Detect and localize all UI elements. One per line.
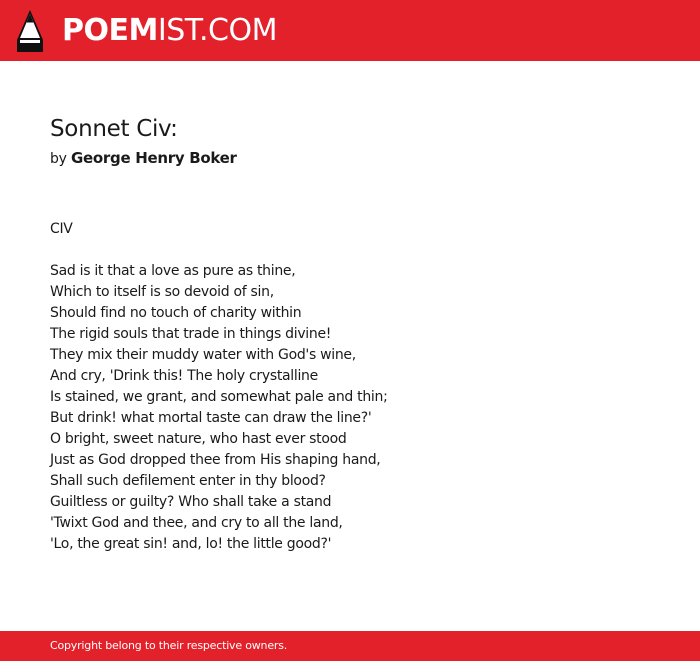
copyright-notice: Copyright belong to their respective owners. [50, 639, 288, 652]
author-name: George Henry Boker [71, 149, 237, 167]
pencil-icon[interactable] [17, 10, 43, 52]
poem-line: But drink! what mortal taste can draw the line?' [50, 410, 372, 426]
poem-title: Sonnet Civ: [50, 116, 178, 142]
poem-line: The rigid souls that trade in things divine! [50, 326, 332, 342]
poem-line: Guiltless or guilty? Who shall take a stand [50, 494, 332, 510]
poem-line: Which to itself is so devoid of sin, [50, 284, 274, 300]
stanza-gap [50, 240, 650, 261]
poem-byline [50, 149, 237, 167]
site-header [0, 0, 700, 61]
poem-line: Shall such defilement enter in thy blood? [50, 473, 326, 489]
poem-numeral: CIV [50, 221, 73, 237]
poem-line: 'Twixt God and thee, and cry to all the land, [50, 515, 343, 531]
poem-line: Is stained, we grant, and somewhat pale and thin; [50, 389, 388, 405]
poem-line: Just as God dropped thee from His shaping hand, [50, 452, 381, 468]
poem-line: 'Lo, the great sin! and, lo! the little good?' [50, 536, 332, 552]
logo-bold-text: POEM [62, 13, 158, 48]
poem-body [50, 219, 650, 555]
by-label: by [50, 151, 67, 167]
site-logo[interactable] [62, 13, 277, 49]
site-footer [0, 631, 700, 661]
poem-line: And cry, 'Drink this! The holy crystalline [50, 368, 318, 384]
poem-line: Should find no touch of charity within [50, 305, 302, 321]
poem-line: They mix their muddy water with God's wine, [50, 347, 356, 363]
logo-light-text: IST.COM [157, 13, 277, 48]
poem-line: Sad is it that a love as pure as thine, [50, 263, 296, 279]
poem-line: O bright, sweet nature, who hast ever stood [50, 431, 347, 447]
